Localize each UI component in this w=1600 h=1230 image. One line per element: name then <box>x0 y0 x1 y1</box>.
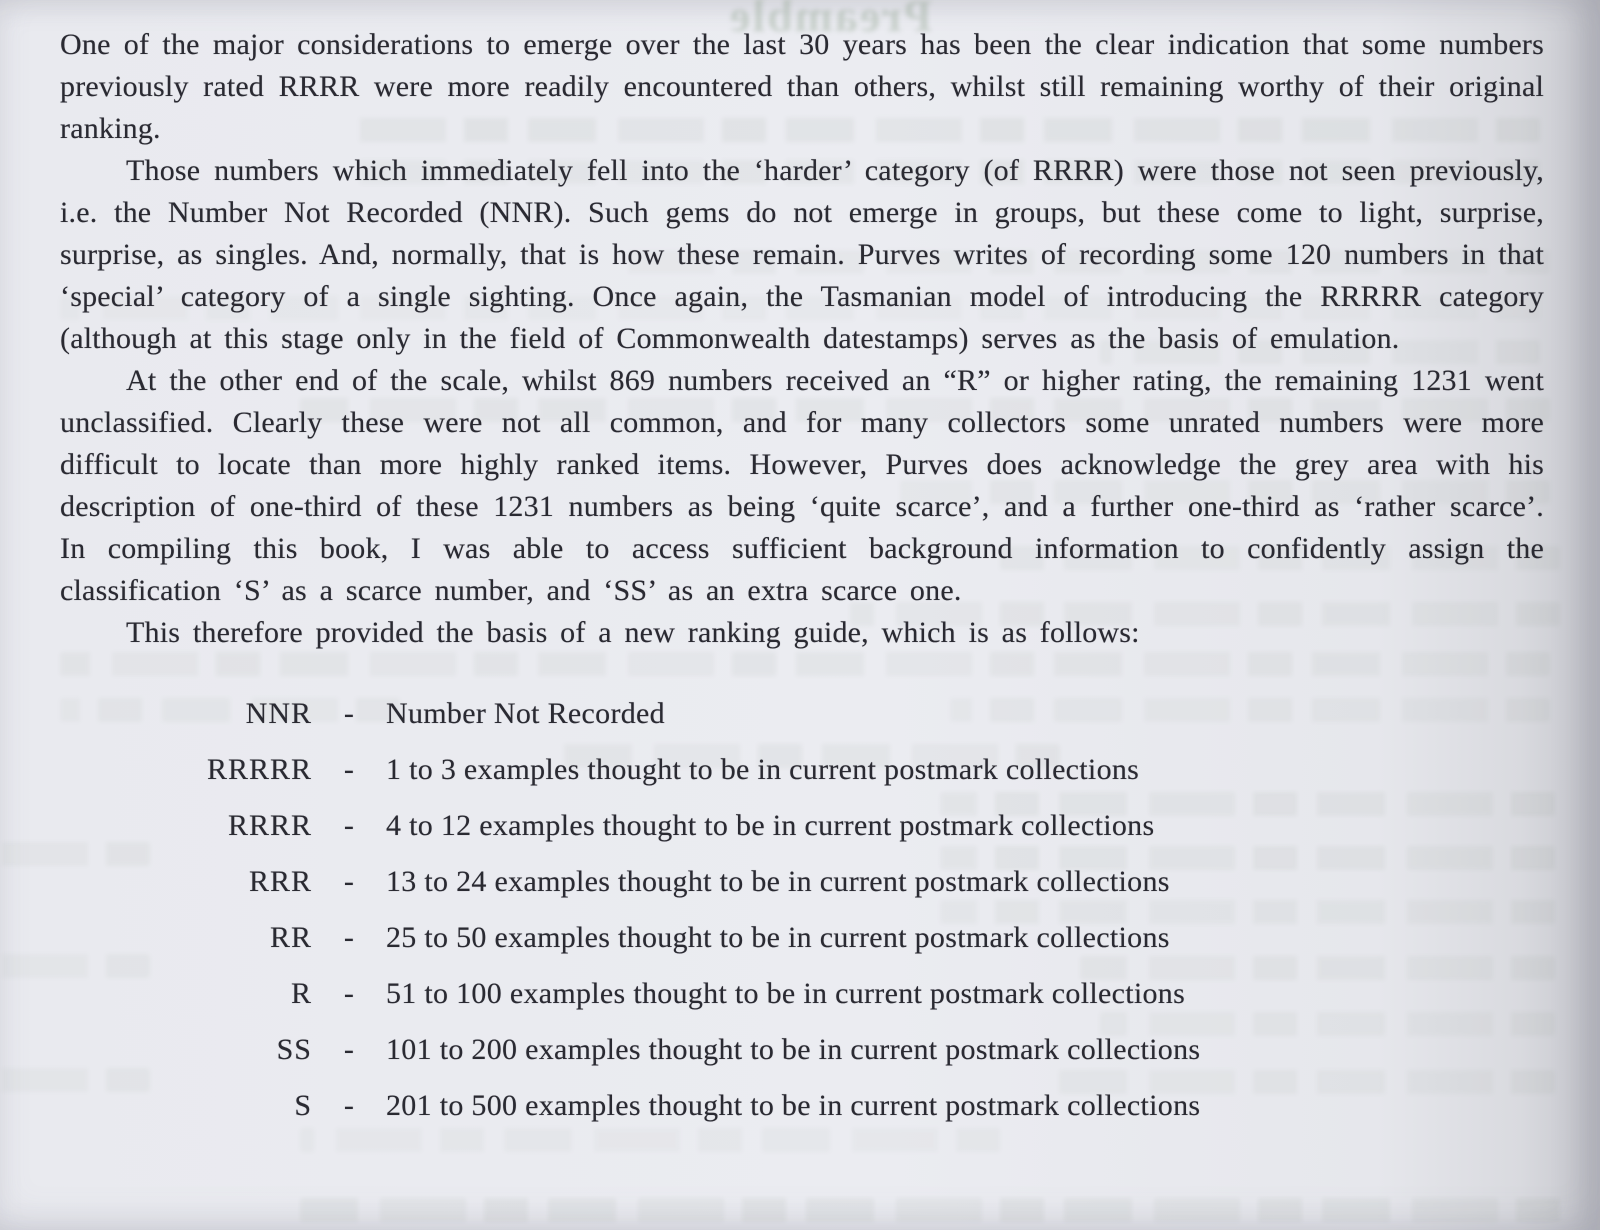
ranking-row-rrrrr <box>60 742 1544 798</box>
show-through-title-text: Preamble <box>727 0 933 41</box>
ranking-row-r <box>60 966 1544 1022</box>
show-through-ghost-band <box>300 1198 1560 1222</box>
ranking-code: RR <box>269 921 312 954</box>
ranking-separator: - <box>343 1033 355 1066</box>
ranking-guide-list <box>60 686 1544 1134</box>
ranking-description: Number Not Recorded <box>386 697 665 730</box>
ranking-code: SS <box>276 1033 312 1066</box>
ranking-separator: - <box>343 1089 355 1122</box>
ranking-row-ss <box>60 1022 1544 1078</box>
ranking-description: 201 to 500 examples thought to be in current postmark collections <box>386 1089 1201 1122</box>
ranking-row-s <box>60 1078 1544 1134</box>
ranking-code: RRR <box>248 865 312 898</box>
ranking-separator: - <box>343 753 355 786</box>
ranking-separator: - <box>343 865 355 898</box>
ranking-row-nnr <box>60 686 1544 742</box>
body-paragraph-1: One of the major considerations to emerge over the last 30 years has been the clear indication that some numbers previously rated RRRR were more readily encountered than others, whilst still remaining worthy of their original ranking. <box>60 28 1544 145</box>
ranking-description: 13 to 24 examples thought to be in current postmark collections <box>386 865 1170 898</box>
ranking-description: 51 to 100 examples thought to be in current postmark collections <box>386 977 1186 1010</box>
ranking-row-rr <box>60 910 1544 966</box>
ranking-description: 4 to 12 examples thought to be in current postmark collections <box>386 809 1155 842</box>
ranking-separator: - <box>343 697 355 730</box>
ranking-description: 1 to 3 examples thought to be in current postmark collections <box>386 753 1140 786</box>
ranking-code: RRRR <box>227 809 312 842</box>
page-content <box>60 24 1544 1134</box>
ranking-separator: - <box>343 809 355 842</box>
ranking-guide-intro: This therefore provided the basis of a new ranking guide, which is as follows: <box>126 616 1140 649</box>
ranking-row-rrr <box>60 854 1544 910</box>
ranking-separator: - <box>343 977 355 1010</box>
ranking-separator: - <box>343 921 355 954</box>
ranking-code: NNR <box>245 697 312 730</box>
body-paragraph-3: At the other end of the scale, whilst 869 numbers received an “R” or higher rating, the remaining 1231 went unclassified. Clearly these were not all common, and for many collectors some unrated numbers were more difficult to locate than more highly ranked items. However, Purves does acknowledge the grey area with his description of one-third of these 1231 numbers as being ‘quite scarce’, and a further one-third as ‘rather scarce’. In compiling this book, I was able to access sufficient background information to confidently assign the classification ‘S’ as a scarce number, and ‘SS’ as an extra scarce one. <box>60 364 1544 607</box>
ranking-description: 101 to 200 examples thought to be in current postmark collections <box>386 1033 1201 1066</box>
ranking-row-rrrr <box>60 798 1544 854</box>
ranking-code: S <box>294 1089 312 1122</box>
ranking-code: RRRRR <box>206 753 312 786</box>
ranking-description: 25 to 50 examples thought to be in current postmark collections <box>386 921 1170 954</box>
ranking-code: R <box>290 977 312 1010</box>
body-paragraph-2: Those numbers which immediately fell into the ‘harder’ category (of RRRR) were those not seen previously, i.e. the Number Not Recorded (NNR). Such gems do not emerge in groups, but these come to light, surprise, surprise, as singles. And, normally, that is how these remain. Purves writes of recording some 120 numbers in that ‘special’ category of a single sighting. Once again, the Tasmanian model of introducing the RRRRR category (although at this stage only in the field of Commonwealth datestamps) serves as the basis of emulation. <box>60 154 1544 355</box>
